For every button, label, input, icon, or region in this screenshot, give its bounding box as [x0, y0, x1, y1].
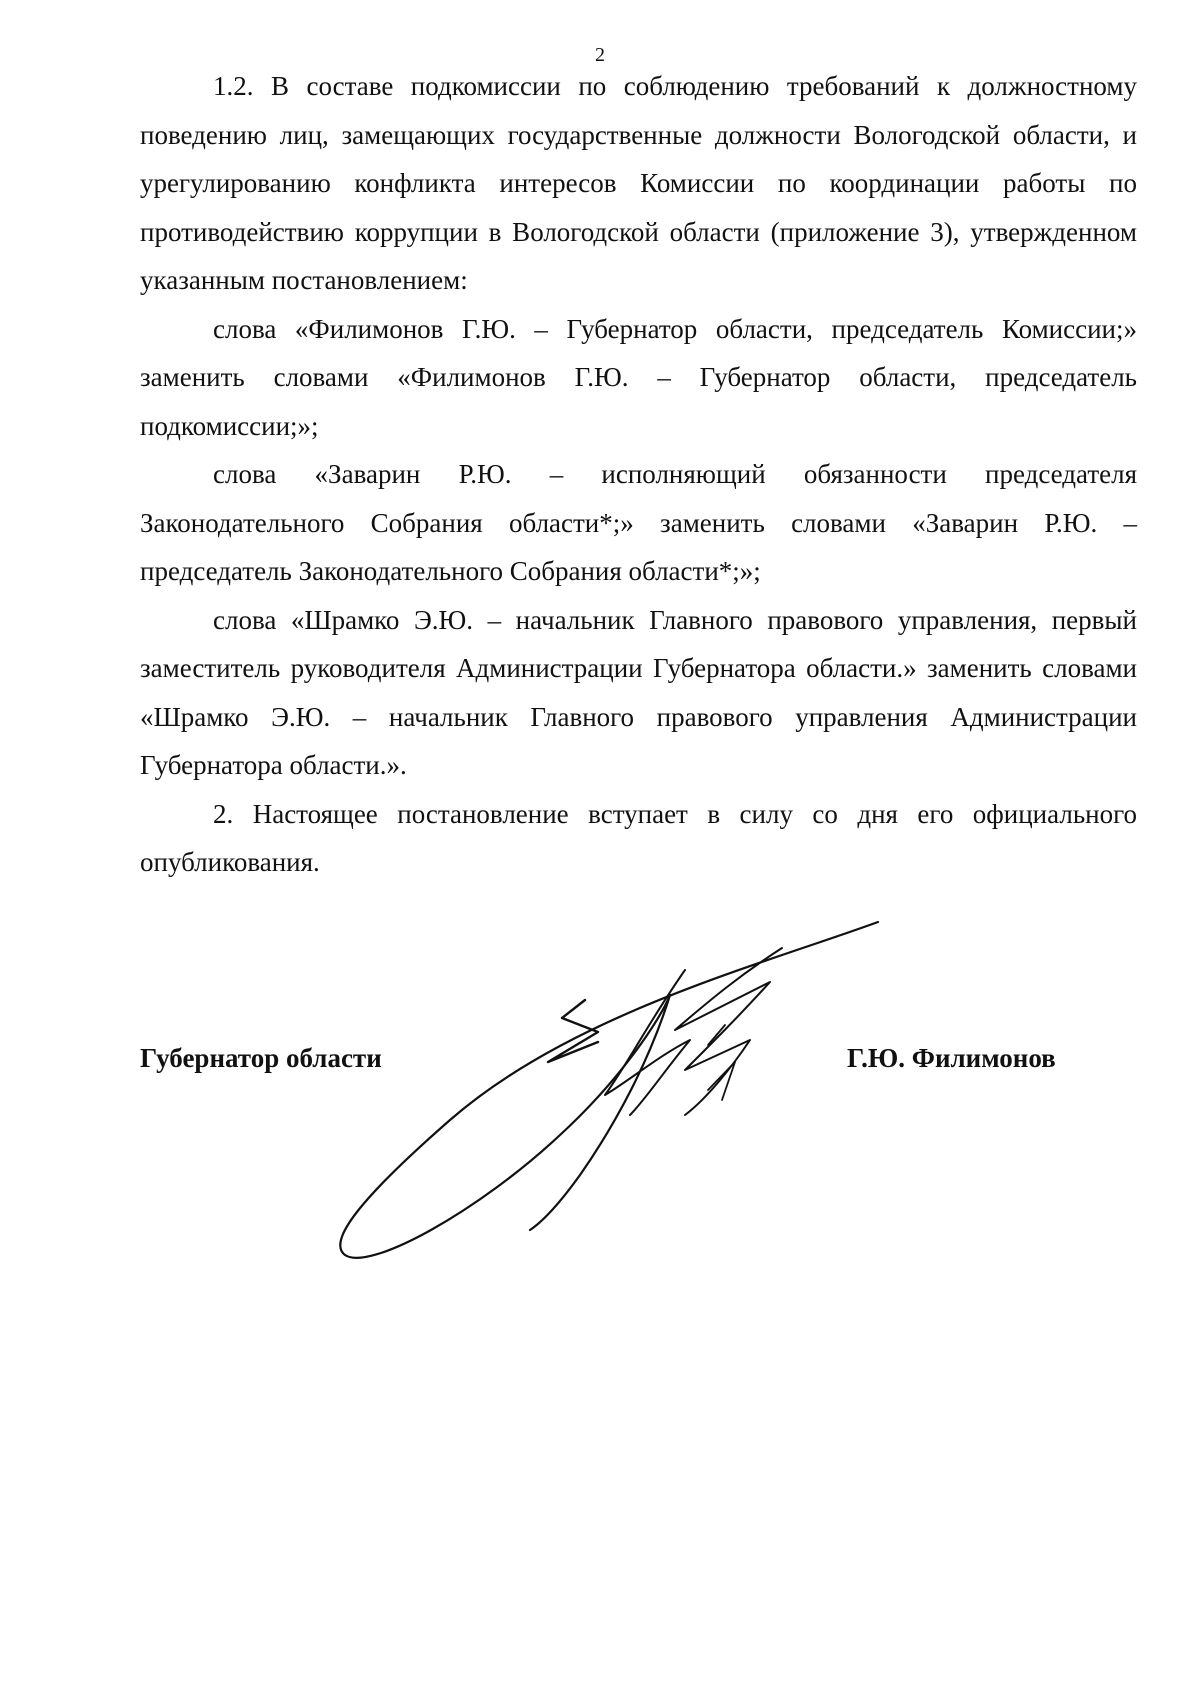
paragraph-replace-filimonov: слова «Филимонов Г.Ю. – Губернатор области, председатель Комиссии;» заменить словами «Филимонов Г.Ю. – Губернатор области, председатель подкомиссии;»;	[140, 313, 1137, 441]
signatory-name: Г.Ю. Филимонов	[847, 1043, 1056, 1073]
paragraph-replace-shramko: слова «Шрамко Э.Ю. – начальник Главного правового управления, первый заместитель руководителя Администрации Губернатора области.» заменить словами «Шрамко Э.Ю. – начальник Главного правового управления Администрации Губернатора области.».	[140, 604, 1137, 780]
paragraph-2-effective-date: 2. Настоящее постановление вступает в силу со дня его официального опубликования.	[140, 798, 1137, 877]
handwritten-signature	[330, 910, 890, 1270]
document-body	[140, 62, 1137, 887]
paragraph-replace-zavarin: слова «Заварин Р.Ю. – исполняющий обязанности председателя Законодательного Собрания области*;» заменить словами «Заварин Р.Ю. – председатель Законодательного Собрания области*;»;	[140, 459, 1137, 586]
signatory-title: Губернатор области	[140, 1043, 382, 1073]
page-number: 2	[595, 44, 605, 66]
paragraph-1-2-subcommission: 1.2. В составе подкомиссии по соблюдению требований к должностному поведению лиц, замещающих государственные должности Вологодской области, и урегулированию конфликта интересов Комиссии по координации работы по противодействию коррупции в Вологодской области (приложение 3), утвержденном указанным постановлением:	[140, 71, 1137, 295]
